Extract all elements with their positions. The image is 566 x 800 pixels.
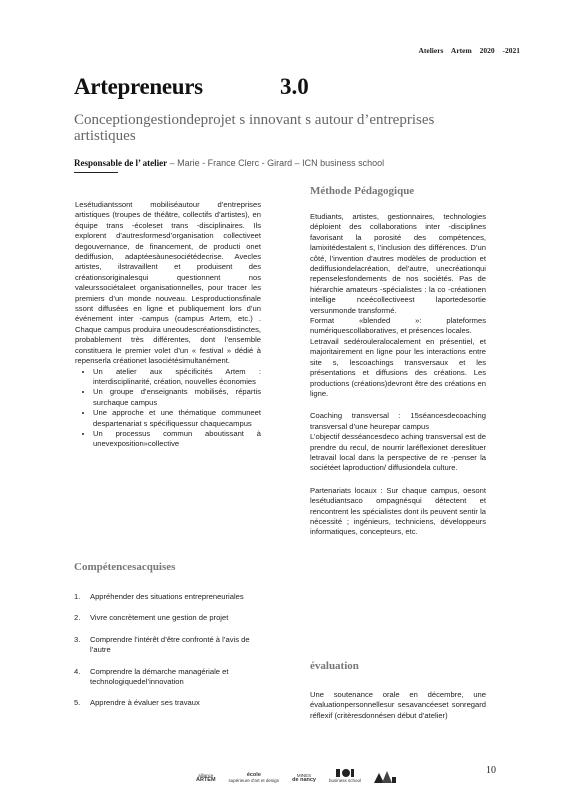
partner-logos (196, 763, 396, 783)
responsable-value: – Marie - France Clerc - Girard – ICN business school (169, 158, 385, 168)
competence-number: 1. (74, 592, 81, 601)
competence-item (74, 613, 260, 623)
competences-list (74, 592, 260, 720)
methode-heading: Méthode Pédagogique (310, 185, 415, 197)
competence-text: Comprendre l’intérêt d’être confronté à l’avis de l’autre (90, 634, 250, 655)
competence-item (74, 635, 260, 656)
page-subtitle: Conceptiongestiondeprojet s innovant s autour d’entreprises artistiques (74, 112, 435, 144)
intro-paragraph: Lesétudiantssont mobiliséautour d’entreprises artistiques (troupes de théâtre, collectifs d’artistes), en équipe trans -écoleset trans -disciplinaires. Ils explorent d’autresformesd’organisation collectiveet degouvernance, de financement, de producti onet dediffusion, adaptéesàunesociétédecrise. Avecles artistes, ilstravaillent et produisent des créationsoriginalesqui questionnent nos valeurssociétaleet organisationnelles, pour tracer les premiers d’un monde nouveau. Lesproductionsfinale ssont diffusées en ligne et publiquement lors d’un événement inter -campus (campus Artem, etc.) . Chaque campus produira uneoudescréationsdistinctes, probablement très différentes, dont l’ensemble constituera le premier volet d’un « festival » dédié à repenserla créationet lasociétésimultanément. (75, 200, 261, 366)
list-item: • Un atelier aux spécificités Artem : interdisciplinarité, création, nouvelles économies (93, 367, 261, 388)
title-row (74, 74, 514, 104)
coaching-paragraph: L’objectif desséancesdeco aching transversal est de prendre du recul, de nourrir laréflexionet dereslituer letravail local dans la perspective de re -penser la sociétéet laproduction/ diffusiondela culture. (310, 432, 486, 473)
icn-logo: business school (329, 768, 361, 783)
competence-number: 3. (74, 634, 81, 644)
responsable-underline (74, 172, 118, 173)
partner-logo (374, 771, 396, 783)
evaluation-heading: évaluation (310, 660, 359, 672)
competence-text: Apprendre à évaluer ses travaux (90, 698, 200, 708)
title-version: 3.0 (280, 74, 309, 99)
alliance-artem-logo: alliance ARTEM (196, 773, 216, 783)
competence-number: 4. (74, 666, 81, 676)
competence-item (74, 698, 260, 708)
competence-text: Vivre concrètement une gestion de projet (90, 613, 229, 623)
page-number: 10 (486, 765, 496, 776)
responsable-line (74, 158, 494, 168)
evaluation-section (310, 690, 486, 721)
competence-item (74, 667, 260, 688)
methode-paragraph: Format «blended »: plateformes numériquescollaboratives, et présences locales. (310, 316, 486, 336)
list-item: • Une approche et une thématique communeet despartenariat s spécifiquessur chaquecampus (93, 408, 261, 429)
left-column (75, 200, 261, 450)
competence-number: 2. (74, 613, 81, 623)
icn-emblem-icon (336, 768, 354, 778)
competence-item (74, 592, 260, 602)
coaching-paragraph: Coaching transversal : 15séancesdecoaching transversal d’une heurepar campus (310, 411, 486, 431)
evaluation-paragraph: Une soutenance orale en décembre, une évaluationpersonnellesur sesavancéeset sonregard réflexif (critèresdonnésen début d’atelier) (310, 690, 486, 720)
mines-nancy-logo: MINES de nancy (292, 773, 316, 783)
atelier-series-label: Ateliers Artem 2020 -2021 (418, 46, 520, 55)
right-column (310, 212, 486, 547)
methode-paragraph: Etudiants, artistes, gestionnaires, technologies déploient des collaborations inter -disciplines favorisant la porosité des compétences, lamixitédestalent s, l’inclusion des différences. D’un côté, l’invention d’autres modèles de production et dediffusiondelacréation, del’autre, unecréationqui repenselesfondements de nos sociétés. Pas de hiérarchie amateurs -spécialistes : la co -créationen intellige nceécollectiveest laportedesortie versunmonde transformé. (310, 212, 486, 315)
coaching-section (310, 411, 486, 473)
methode-paragraph: Letravail sedérouleralocalement en présentiel, et majoritairement en ligne pour les interactions entre site s, lescoachings transversaux et les présentations et diffusions des créations. Les productions (créations)devront être des créations en ligne. (310, 336, 486, 398)
competences-heading: Compétencesacquises (74, 561, 176, 573)
competence-number: 5. (74, 698, 81, 708)
partenariats-section (310, 486, 486, 538)
partenariats-paragraph: Partenariats locaux : Sur chaque campus, oesont lesétudiantsaco ompagnésqui détectent et rencontrent les spécialistes dont ils peuvent sentir la nécessité ; ingénieurs, techniciens, développeurs informatiques, concepteurs, etc. (310, 485, 486, 537)
list-item: • Un processus commun aboutissant à unevexposition»collective (93, 429, 261, 450)
list-item: • Un groupe d’enseignants mobilisés, répartis surchaque campus (93, 387, 261, 408)
competence-text: Comprendre la démarche managériale et technologiquedel’innovation (90, 666, 229, 687)
methode-section (310, 212, 486, 399)
competence-text: Appréhender des situations entrepreneuriales (90, 592, 244, 601)
feature-list (75, 367, 261, 450)
ecole-design-logo: école supérieure d'art et design (228, 772, 280, 783)
partner-emblem-icon (374, 771, 396, 783)
responsable-label: Responsable de l’ atelier (74, 158, 168, 168)
page-title: Artepreneurs (74, 74, 203, 99)
